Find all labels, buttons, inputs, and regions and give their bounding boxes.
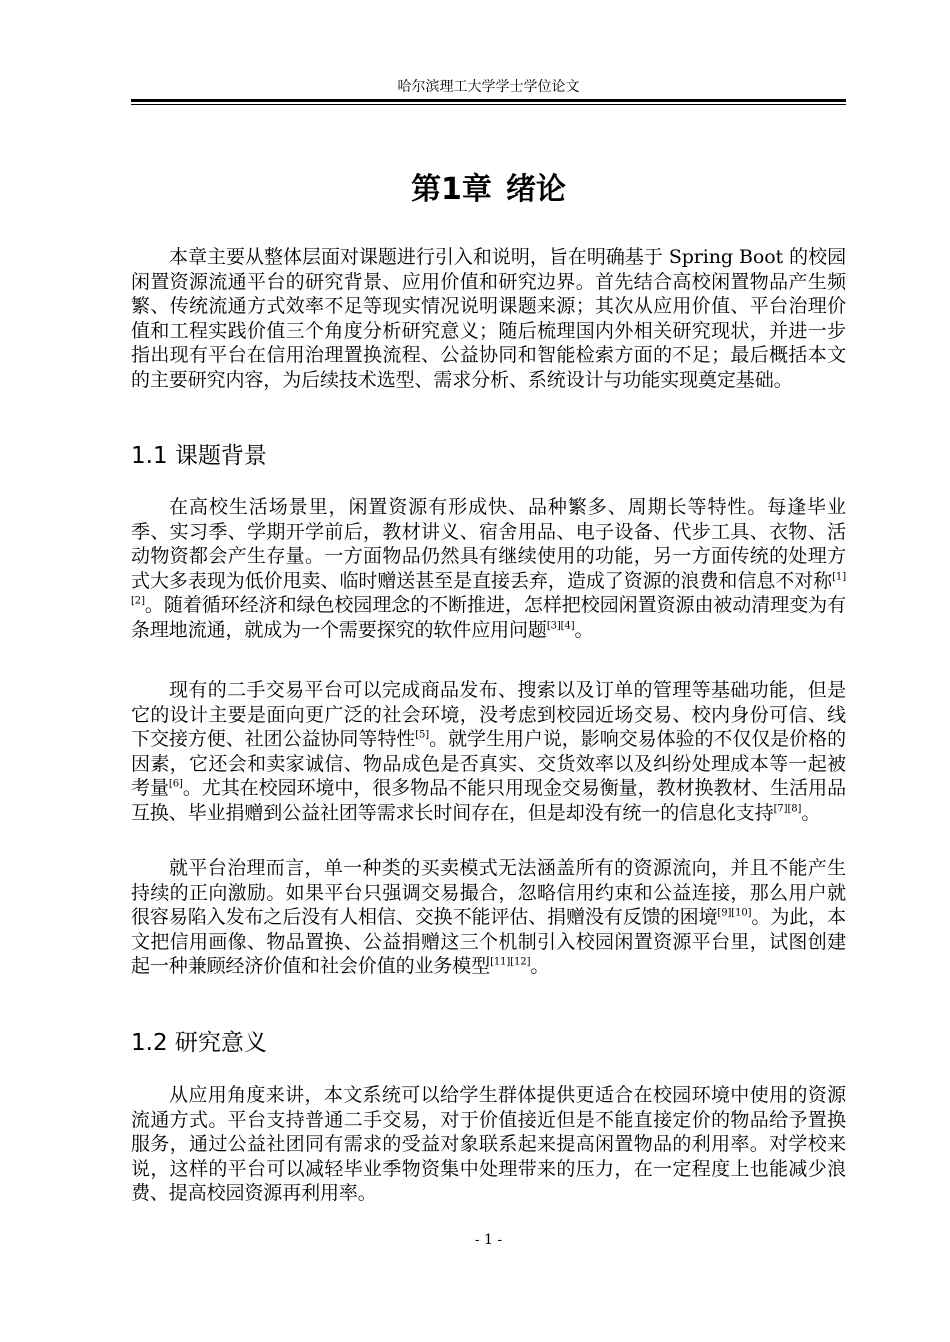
- chapter-title: [131, 170, 846, 210]
- chapter-name: 绪论: [505, 172, 566, 208]
- citation: [11][12]: [490, 956, 531, 968]
- paragraph-text: 。随着循环经济和绿色校园理念的不断推进，怎样把校园闲置资源由被动清理变为有条理地流通，就成为一个需要探究的软件应用问题: [131, 594, 846, 641]
- chapter-number: 第1章: [411, 172, 492, 208]
- header-rule-thick: [131, 99, 846, 102]
- citation: [7][8]: [773, 803, 802, 815]
- paragraph-text: 。为此，本文把信用画像、物品置换、公益捐赠这三个机制引入校园闲置资源平台里，试图创建起一种兼顾经济价值和社会价值的业务模型: [131, 906, 846, 977]
- header-rule-thin: [131, 104, 846, 105]
- background-paragraph-1: [131, 495, 846, 642]
- citation: [6]: [168, 778, 183, 790]
- significance-paragraph-1: 从应用角度来讲，本文系统可以给学生群体提供更适合在校园环境中使用的资源流通方式。平台支持普通二手交易，对于价值接近但是不能直接定价的物品给予置换服务，通过公益社团同有需求的受益对象联系起来提高闲置物品的利用率。对学校来说，这样的平台可以减轻毕业季物资集中处理带来的压力，在一定程度上也能减少浪费、提高校园资源再利用率。: [131, 1084, 846, 1204]
- citation: [9][10]: [717, 907, 752, 919]
- running-header: 哈尔滨理工大学学士学位论文: [397, 79, 580, 95]
- section-heading-1-1: 1.1 课题背景: [131, 443, 267, 469]
- citation: [1][2]: [131, 571, 846, 607]
- paragraph-text: 。: [530, 955, 550, 977]
- citation: [3][4]: [546, 620, 575, 632]
- paragraph-text: 现有的二手交易平台可以完成商品发布、搜索以及订单的管理等基础功能，但是它的设计主要是面向更广泛的社会环境，没考虑到校园近场交易、校内身份可信、线下交接方便、社团公益协同等特性: [131, 679, 846, 750]
- page-number: - 1 -: [474, 1232, 503, 1248]
- citation: [5]: [415, 729, 430, 741]
- paragraph-text: 。尤其在校园环境中，很多物品不能只用现金交易衡量，教材换教材、生活用品互换、毕业捐赠到公益社团等需求长时间存在，但是却没有统一的信息化支持: [131, 777, 846, 824]
- paragraph-text: 在高校生活场景里，闲置资源有形成快、品种繁多、周期长等特性。每逢毕业季、实习季、学期开学前后，教材讲义、宿舍用品、电子设备、代步工具、衣物、活动物资都会产生存量。一方面物品仍然具有继续使用的功能，另一方面传统的处理方式大多表现为低价甩卖、临时赠送甚至是直接丢弃，造成了资源的浪费和信息不对称: [131, 496, 846, 592]
- background-paragraph-3: [131, 856, 846, 979]
- paragraph-text: 就平台治理而言，单一种类的买卖模式无法涵盖所有的资源流向，并且不能产生持续的正向激励。如果平台只强调交易撮合，忽略信用约束和公益连接，那么用户就很容易陷入发布之后没有人相信、交换不能评估、捐赠没有反馈的困境: [131, 857, 846, 928]
- paragraph-text: 。: [574, 618, 594, 641]
- section-heading-1-2: 1.2 研究意义: [131, 1030, 267, 1056]
- background-paragraph-2: [131, 678, 846, 825]
- intro-paragraph: 本章主要从整体层面对课题进行引入和说明，旨在明确基于 Spring Boot 的校园闲置资源流通平台的研究背景、应用价值和研究边界。首先结合高校闲置物品产生频繁、传统流通方式效率不足等现实情况说明课题来源；其次从应用价值、平台治理价值和工程实践价值三个角度分析研究意义；随后梳理国内外相关研究现状，并进一步指出现有平台在信用治理置换流程、公益协同和智能检索方面的不足；最后概括本文的主要研究内容，为后续技术选型、需求分析、系统设计与功能实现奠定基础。: [131, 246, 846, 391]
- paragraph-text: 。: [801, 801, 821, 824]
- paragraph-text: 。就学生用户说，影响交易体验的不仅仅是价格的因素，它还会和卖家诚信、物品成色是否真实、交货效率以及纠纷处理成本等一起被考量: [131, 728, 846, 799]
